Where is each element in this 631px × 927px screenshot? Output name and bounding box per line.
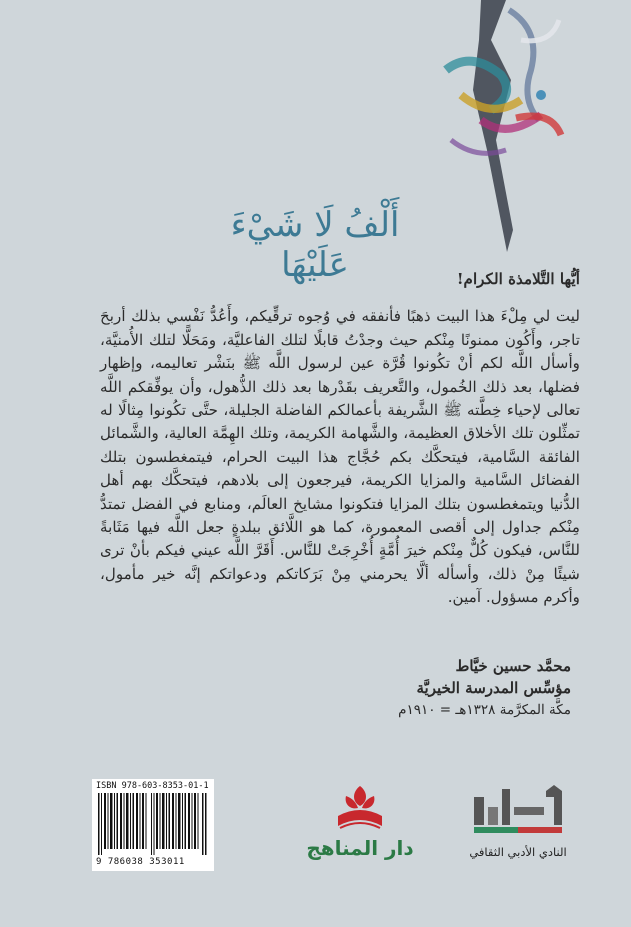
club-caption: النادي الأدبي الثقافي [469, 845, 567, 859]
book-flower-icon [300, 782, 420, 834]
dar-almanahej-logo [300, 782, 420, 862]
signature-block [398, 655, 571, 721]
author-name: محمَّد حسين خيَّاط [455, 657, 571, 675]
literary-club-logo [458, 777, 578, 857]
calligraphy-artwork [421, 0, 571, 260]
club-logo-icon [458, 777, 578, 841]
place-date: مكَّة المكرَّمة ١٣٢٨هـ = ١٩١٠م [398, 702, 571, 718]
author-role: مؤسِّس المدرسة الخيريَّة [416, 679, 571, 697]
barcode-digits: 9 786038 353011 [96, 857, 185, 867]
barcode-bars [98, 793, 208, 855]
dar-name: دار المناهج [306, 836, 414, 860]
body-text-block [100, 268, 580, 610]
greeting: أيُّها التَّلامذة الكرام! [456, 270, 580, 288]
isbn-label: ISBN 978-603-8353-01-1 [96, 781, 209, 791]
barcode [92, 779, 214, 871]
page-title: أَلْفُ لَا شَيْءَ عَلَيْهَا [230, 205, 400, 285]
body-paragraph: ليت لي مِلْءَ هذا البيت ذهبًا فأنفقه في وُجوه ترقِّيكم، وأَعُدُّ نَفْسي بذلك أربحَ تاجر، وأَكُون ممنونًا مِنْكم حيث وجدْتُ قابلًا لتلك الفاعليَّة، ومَحَلًّا لتلك الأُمنيَّة، وأسأل اللَّه لكم أنْ تكُونوا قُرَّة عين لرسول اللَّه ﷺ بنَشْر تعاليمه، وإظهار فضلها، بعد ذلك الخُمول، والتَّعريف بقَدْرها بعد ذلك الذُّهول، وأن يوفِّقكم اللَّه تعالى لإحياء خِطَّته ﷺ الشَّريفة بأعمالكم الفاضلة الجليلة، حتَّى تكُونوا مِثالًا له تمثِّلون تلك الأخلاق العظيمة، والشَّهامة الكريمة، وتلك الهِمَّة العالية، والشَّمائل الفائقة السَّامية، فيتحكَّك بكم حُجَّاج هذا البيت الحرام، فيتمغطسون بتلك الفضائل السَّامية والمزايا الكريمة، فيرجعون إلى بلادهم، فيتحكَّك بهم أهل الدُّنيا ويتمغطسون بتلك المزايا فتكونوا مشايخ العالَم، ومنابع في الفضل تمتدُّ مِنْكم جداول إلى أقصى المعمورة، كما هو اللَّائق ببلدةٍ جعل اللَّه فيها مَثَابةً للنَّاس، فيكون كُلٌّ مِنْكم خيرَ أُمَّةٍ أُخْرِجَتْ للنَّاس. أَقَرَّ اللَّه عيني فيكم بأنْ ترى شيئًا مِنْ ذلك، وأسأله ألَّا يحرمني مِنْ بَرَكاتكم ودعواتكم إنَّه خير مأمول، وأكرم مسؤول. آمين. [100, 307, 580, 607]
